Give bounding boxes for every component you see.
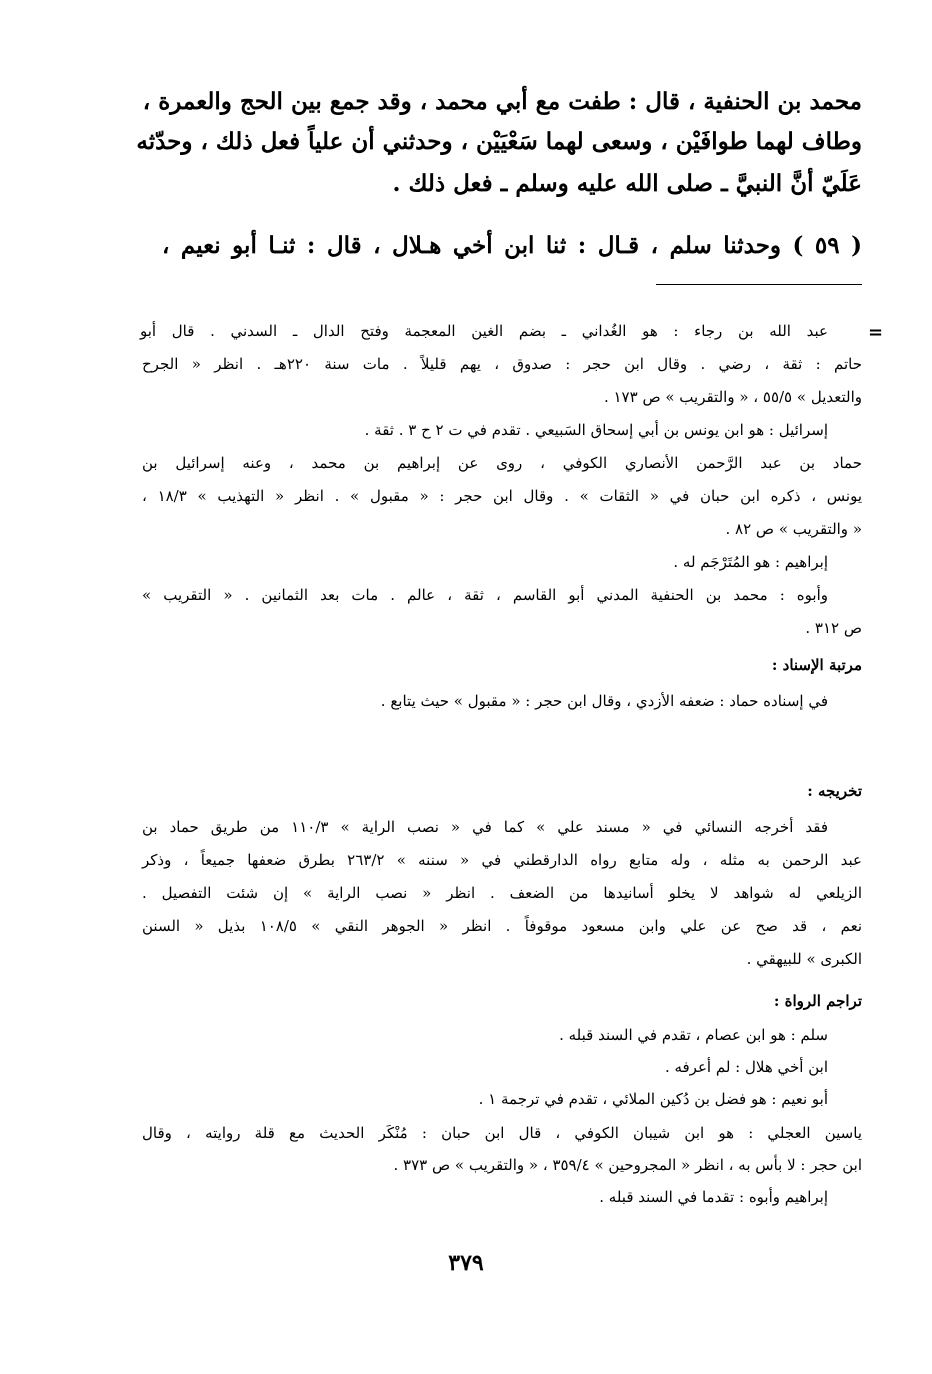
narrator-line: ابن أخي هلال : لم أعرفه .: [664, 1058, 828, 1076]
footnote-line: ص ٣١٢ .: [805, 619, 862, 637]
takhrij-line: الزيلعي له شواهد لا يخلو أسانيدها من الضعف . انظر « نصب الراية » إن شئت التفصيل .: [142, 884, 862, 902]
page-number: ٣٧٩: [448, 1250, 484, 1276]
takhrij-line: نعم ، قد صح عن علي وابن مسعود موقوفاً . انظر « الجوهر النقي » ١٠٨/٥ بذيل « السنن: [142, 917, 862, 935]
main-text-line-2: وطاف لهما طوافَيْن ، وسعى لهما سَعْيَيْن ، وحدثني أن علياً فعل ذلك ، وحدّثه: [136, 128, 862, 155]
footnote-line: عبد الله بن رجاء : هو الغُداني ـ بضم الغين المعجمة وفتح الدال ـ السدني . قال أبو: [140, 322, 828, 340]
narrator-line: أبو نعيم : هو فضل بن دُكين الملائي ، تقدم في ترجمة ١ .: [478, 1090, 828, 1108]
narrator-line: ياسين العجلي : هو ابن شيبان الكوفي ، قال ابن حبان : مُنْكَر الحديث مع قلة روايته ، وقال: [142, 1124, 862, 1142]
footnote-line: إبراهيم : هو المُتَرْجَم له .: [673, 553, 828, 571]
narrator-line: ابن حجر : لا بأس به ، انظر « المجروحين » ٣٥٩/٤ ، « والتقريب » ص ٣٧٣ .: [393, 1156, 862, 1174]
footnote-line: « والتقريب » ص ٨٢ .: [725, 520, 862, 538]
continuation-mark: =: [868, 322, 884, 343]
footnote-line: والتعديل » ٥٥/٥ ، « والتقريب » ص ١٧٣ .: [603, 388, 862, 406]
footnote-line: حاتم : ثقة ، رضي . وقال ابن حجر : صدوق ، يهم قليلاً . مات سنة ٢٢٠هـ . انظر « الجرح: [142, 355, 862, 373]
rank-text: في إسناده حماد : ضعفه الأزدي ، وقال ابن حجر : « مقبول » حيث يتابع .: [380, 692, 828, 710]
rank-heading: مرتبة الإسناد :: [771, 656, 862, 674]
footnote-line: وأبوه : محمد بن الحنفية المدني أبو القاسم ، ثقة ، عالم . مات بعد الثمانين . « التقريب »: [142, 586, 828, 604]
hadith-59-start: ( ٥٩ ) وحدثنا سلم ، قـال : ثنا ابن أخي هـلال ، قال : ثنـا أبو نعيم ،: [162, 232, 863, 259]
narrators-heading: تراجم الرواة :: [773, 992, 862, 1010]
narrator-line: إبراهيم وأبوه : تقدما في السند قبله .: [599, 1188, 828, 1206]
takhrij-line: الكبرى » للبيهقي .: [746, 950, 862, 968]
takhrij-line: فقد أخرجه النسائي في « مسند علي » كما في « نصب الراية » ١١٠/٣ من طريق حماد بن: [142, 818, 828, 836]
narrator-line: سلم : هو ابن عصام ، تقدم في السند قبله .: [559, 1026, 828, 1044]
footnote-line: إسرائيل : هو ابن يونس بن أبي إسحاق السَبيعي . تقدم في ت ٢ ح ٣ . ثقة .: [364, 421, 828, 439]
main-text-line-1: محمد بن الحنفية ، قال : طفت مع أبي محمد ، وقد جمع بين الحج والعمرة ،: [142, 88, 862, 115]
main-text-line-3: عَلَيّ أنَّ النبيَّ ـ صلى الله عليه وسلم ـ فعل ذلك .: [392, 170, 862, 197]
takhrij-heading: تخريجه :: [807, 782, 862, 800]
footnote-line: حماد بن عبد الرَّحمن الأنصاري الكوفي ، روى عن إبراهيم بن محمد ، وعنه إسرائيل بن: [142, 454, 862, 472]
takhrij-line: عبد الرحمن به مثله ، وله متابع رواه الدارقطني في « سننه » ٢٦٣/٢ بطرق ضعفها جميعاً ، وذكر: [142, 851, 862, 869]
footnote-separator: [656, 284, 862, 285]
footnote-line: يونس ، ذكره ابن حبان في « الثقات » . وقال ابن حجر : « مقبول » . انظر « التهذيب » ١٨/٣ ،: [142, 487, 863, 505]
